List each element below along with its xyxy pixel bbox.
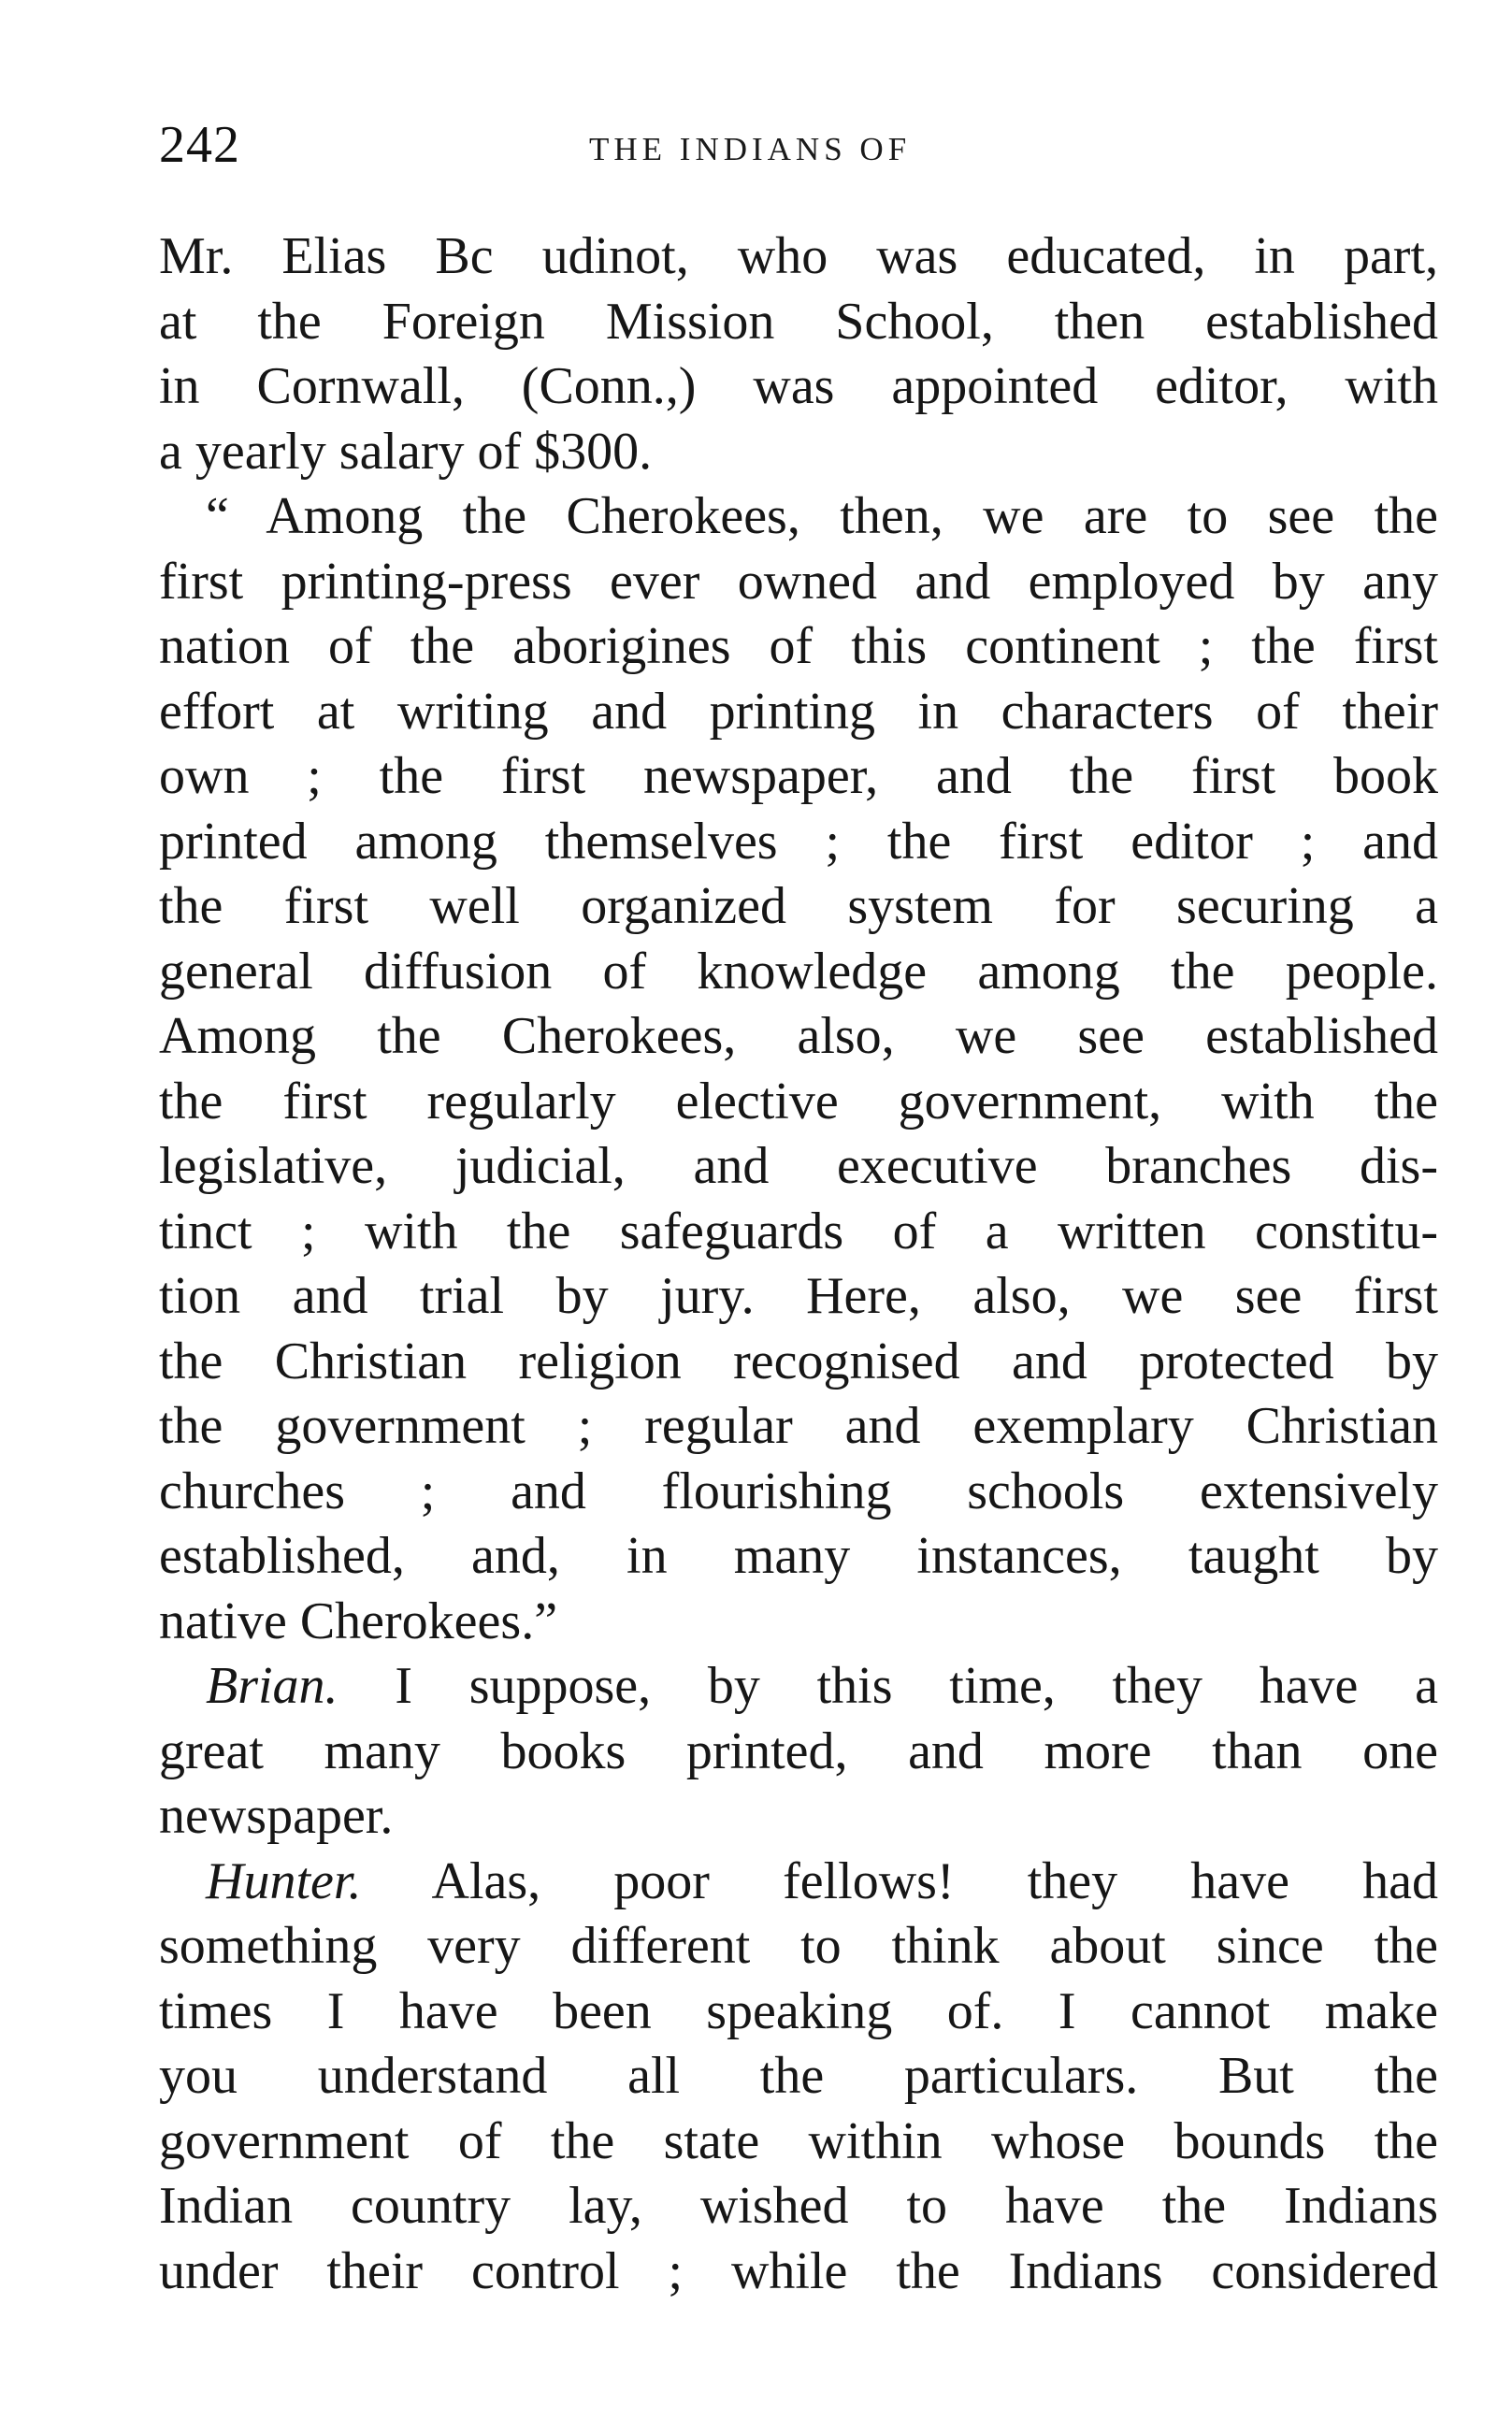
text-line: times I have been speaking of. I cannot make	[159, 1981, 1438, 2040]
text-line: newspaper.	[159, 1787, 394, 1845]
dialogue-line	[159, 1654, 1438, 1720]
text-line: the first regularly elective government, with the	[159, 1072, 1438, 1131]
page-number: 242	[159, 116, 240, 174]
text-line: native Cherokees.”	[159, 1591, 558, 1650]
text-line: something very different to think about since the	[159, 1917, 1438, 1975]
text-line: nation of the aborigines of this continent ; the first	[159, 617, 1438, 675]
text-line: in Cornwall, (Conn.,) was appointed editor, with	[159, 357, 1438, 415]
text-line: printed among themselves ; the first editor ; and	[159, 812, 1438, 871]
text-line: you understand all the particulars. But the	[159, 2047, 1438, 2105]
text-line: a yearly salary of $300.	[159, 422, 653, 481]
speaker-name: Brian.	[206, 1657, 338, 1715]
text-line: general diffusion of knowledge among the people.	[159, 942, 1438, 1001]
text-line: established, and, in many instances, taught by	[159, 1527, 1438, 1585]
page-header	[159, 112, 1449, 178]
text-line: Mr. Elias Bc udinot, who was educated, in part,	[159, 227, 1438, 285]
dialogue-text: Alas, poor fellows! they have had	[431, 1851, 1438, 1910]
text-line: the first well organized system for securing a	[159, 877, 1438, 935]
text-line: under their control ; while the Indians considered	[159, 2241, 1438, 2300]
text-line: the government ; regular and exemplary Christian	[159, 1397, 1438, 1455]
dialogue-text: I suppose, by this time, they have a	[395, 1657, 1439, 1715]
text-line: first printing-press ever owned and employed by any	[159, 552, 1438, 611]
text-line: tion and trial by jury. Here, also, we see first	[159, 1267, 1438, 1325]
text-line: Among the Cherokees, also, we see established	[159, 1007, 1438, 1065]
text-line: legislative, judicial, and executive branches dis-	[159, 1137, 1438, 1195]
text-line: “ Among the Cherokees, then, we are to see the	[206, 487, 1438, 545]
text-line: at the Foreign Mission School, then established	[159, 292, 1438, 351]
text-line: tinct ; with the safeguards of a written constitu-	[159, 1202, 1438, 1260]
speaker-name: Hunter.	[206, 1851, 362, 1910]
text-line: government of the state within whose bounds the	[159, 2111, 1438, 2170]
text-line: Indian country lay, wished to have the Indians	[159, 2177, 1438, 2235]
text-line: churches ; and flourishing schools extensively	[159, 1462, 1438, 1520]
dialogue-line	[159, 1850, 1438, 1915]
text-line: the Christian religion recognised and protected by	[159, 1332, 1438, 1390]
running-head: THE INDIANS OF	[589, 131, 912, 167]
text-line: effort at writing and printing in characters of their	[159, 682, 1438, 741]
text-line: own ; the first newspaper, and the first book	[159, 747, 1438, 805]
body-text	[159, 224, 1438, 2304]
text-line: great many books printed, and more than one	[159, 1721, 1438, 1780]
